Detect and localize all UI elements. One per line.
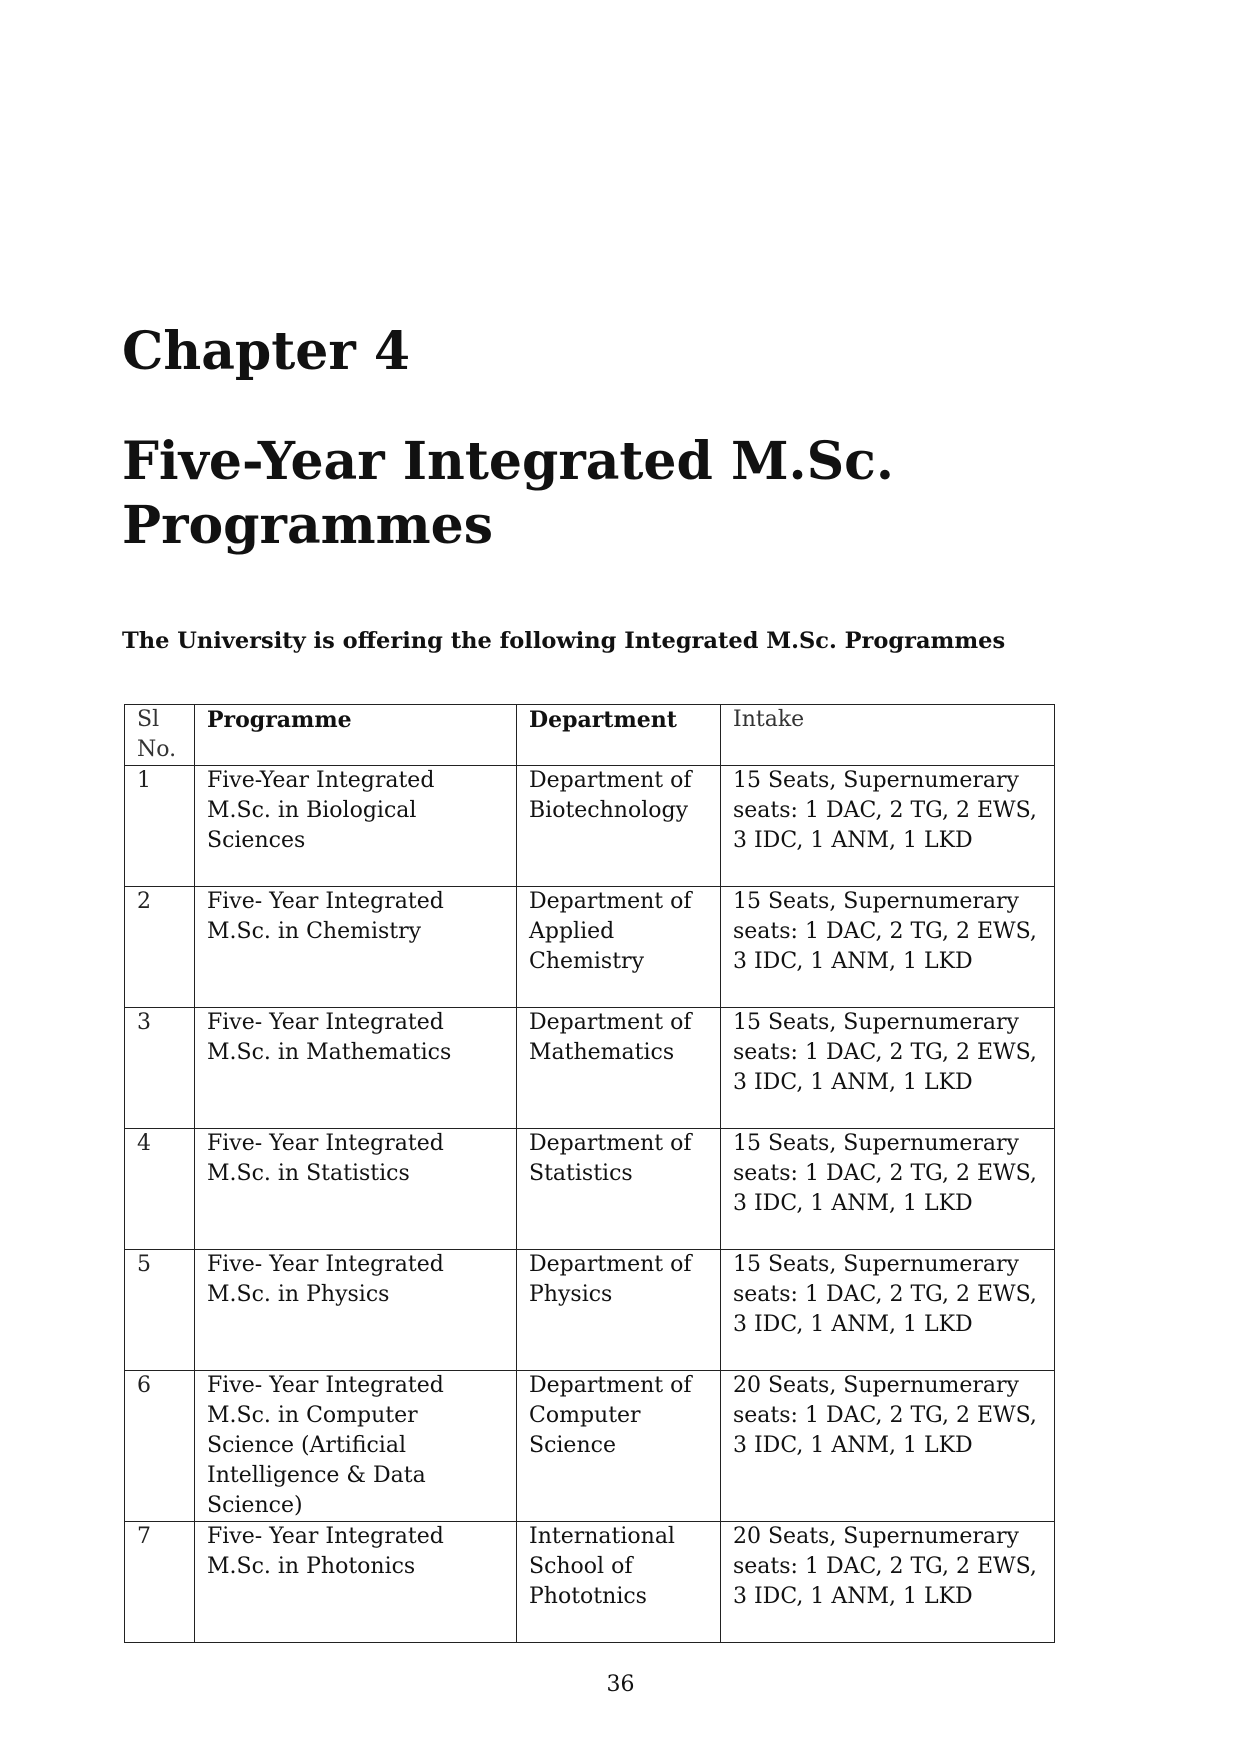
cell-intake: 15 Seats, Supernumerary seats: 1 DAC, 2 TG, 2 EWS, 3 IDC, 1 ANM, 1 LKD — [721, 766, 1055, 887]
cell-sl-no: 4 — [125, 1129, 195, 1250]
cell-department: Department of Statistics — [517, 1129, 721, 1250]
cell-department: Department of Biotechnology — [517, 766, 721, 887]
cell-intake: 20 Seats, Supernumerary seats: 1 DAC, 2 TG, 2 EWS, 3 IDC, 1 ANM, 1 LKD — [721, 1371, 1055, 1522]
cell-programme: Five-Year Integrated M.Sc. in Biological Sciences — [195, 766, 517, 887]
cell-sl-no: 7 — [125, 1522, 195, 1643]
table-row — [125, 1522, 1055, 1643]
cell-programme: Five- Year Integrated M.Sc. in Chemistry — [195, 887, 517, 1008]
table-row — [125, 766, 1055, 887]
header-programme: Programme — [195, 705, 517, 766]
cell-intake: 15 Seats, Supernumerary seats: 1 DAC, 2 TG, 2 EWS, 3 IDC, 1 ANM, 1 LKD — [721, 1129, 1055, 1250]
chapter-title: Five-Year Integrated M.Sc. Programmes — [122, 431, 894, 556]
header-intake: Intake — [721, 705, 1055, 766]
cell-department: International School of Phototnics — [517, 1522, 721, 1643]
table-header-row — [125, 705, 1055, 766]
table-row — [125, 1371, 1055, 1522]
cell-department: Department of Mathematics — [517, 1008, 721, 1129]
cell-department: Department of Applied Chemistry — [517, 887, 721, 1008]
table-row — [125, 887, 1055, 1008]
cell-sl-no: 2 — [125, 887, 195, 1008]
intro-text: The University is offering the following Integrated M.Sc. Programmes — [122, 628, 1006, 654]
cell-programme: Five- Year Integrated M.Sc. in Computer Science (Artificial Intelligence & Data Science) — [195, 1371, 517, 1522]
cell-sl-no: 1 — [125, 766, 195, 887]
cell-department: Department of Computer Science — [517, 1371, 721, 1522]
cell-intake: 15 Seats, Supernumerary seats: 1 DAC, 2 TG, 2 EWS, 3 IDC, 1 ANM, 1 LKD — [721, 1008, 1055, 1129]
cell-intake: 20 Seats, Supernumerary seats: 1 DAC, 2 TG, 2 EWS, 3 IDC, 1 ANM, 1 LKD — [721, 1522, 1055, 1643]
table-row — [125, 1008, 1055, 1129]
cell-sl-no: 3 — [125, 1008, 195, 1129]
cell-intake: 15 Seats, Supernumerary seats: 1 DAC, 2 TG, 2 EWS, 3 IDC, 1 ANM, 1 LKD — [721, 887, 1055, 1008]
cell-department: Department of Physics — [517, 1250, 721, 1371]
table-row — [125, 1250, 1055, 1371]
cell-intake: 15 Seats, Supernumerary seats: 1 DAC, 2 TG, 2 EWS, 3 IDC, 1 ANM, 1 LKD — [721, 1250, 1055, 1371]
programmes-table — [124, 704, 1055, 1643]
table-row — [125, 1129, 1055, 1250]
cell-programme: Five- Year Integrated M.Sc. in Photonics — [195, 1522, 517, 1643]
cell-sl-no: 6 — [125, 1371, 195, 1522]
header-sl-no: Sl No. — [125, 705, 195, 766]
cell-programme: Five- Year Integrated M.Sc. in Mathematics — [195, 1008, 517, 1129]
page-number: 36 — [606, 1672, 635, 1697]
cell-programme: Five- Year Integrated M.Sc. in Physics — [195, 1250, 517, 1371]
cell-programme: Five- Year Integrated M.Sc. in Statistics — [195, 1129, 517, 1250]
cell-sl-no: 5 — [125, 1250, 195, 1371]
header-department: Department — [517, 705, 721, 766]
chapter-label: Chapter 4 — [122, 321, 411, 382]
